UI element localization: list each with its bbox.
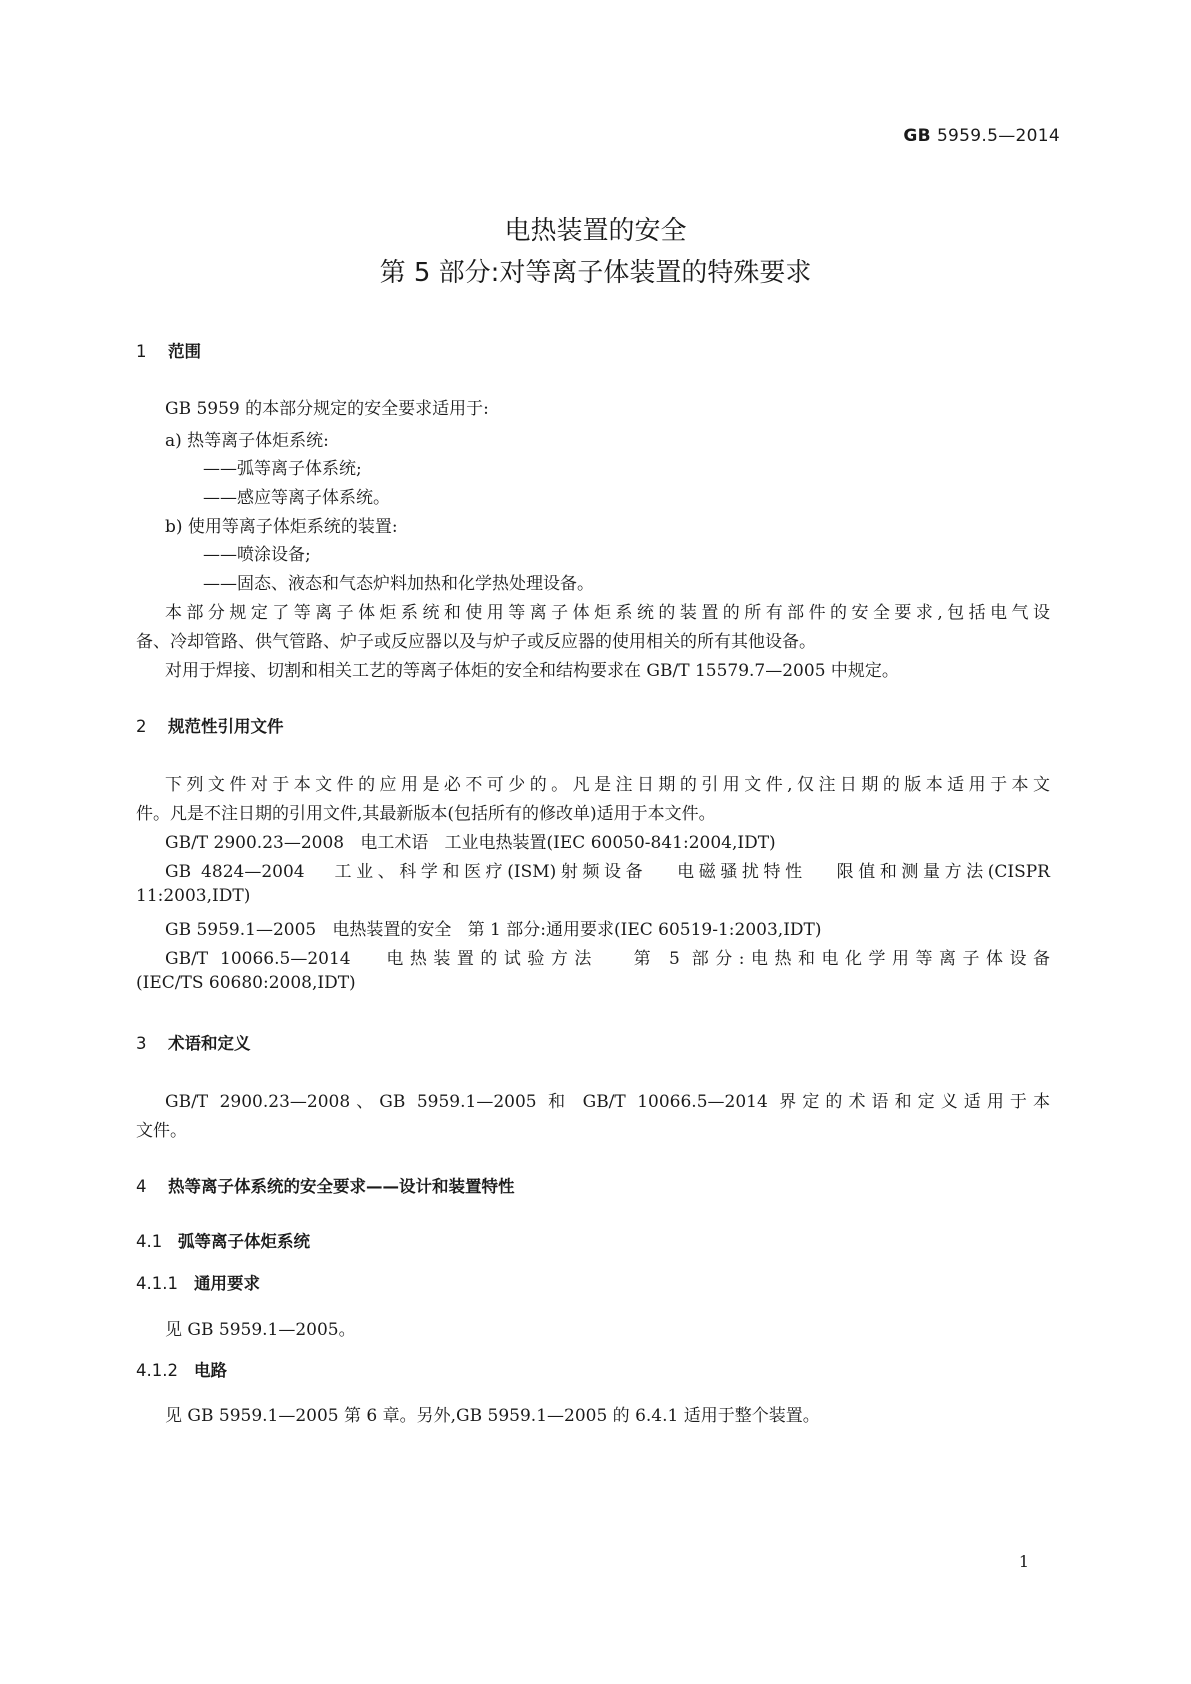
section-1-heading: 1 范围 [136, 342, 201, 361]
refs-intro-line2: 件。凡是不注日期的引用文件,其最新版本(包括所有的修改单)适用于本文件。 [136, 804, 716, 824]
section-4-1-1-heading: 4.1.1 通用要求 [136, 1274, 260, 1293]
terms-paragraph-line1: GB/T 2900.23—2008、GB 5959.1—2005 和 GB/T 10066.5—2014 界定的术语和定义适用于本 [165, 1092, 1050, 1112]
section-3-heading: 3 术语和定义 [136, 1034, 251, 1053]
document-title-line2: 第 5 部分:对等离子体装置的特殊要求 [379, 258, 812, 288]
section-2-heading: 2 规范性引用文件 [136, 717, 284, 736]
scope-paragraph-line2: 备、冷却管路、供气管路、炉子或反应器以及与炉子或反应器的使用相关的所有其他设备。 [136, 632, 816, 652]
list-item-a: a) 热等离子体炬系统: [165, 431, 329, 451]
reference-2-line2: 11:2003,IDT) [136, 886, 251, 906]
list-item-a-2: ——感应等离子体系统。 [203, 488, 390, 508]
terms-paragraph-line2: 文件。 [136, 1121, 187, 1141]
reference-3: GB 5959.1—2005 电热装置的安全 第 1 部分:通用要求(IEC 60519-1:2003,IDT) [165, 920, 822, 940]
section-4-1-1-text: 见 GB 5959.1—2005。 [165, 1320, 356, 1340]
reference-4-line1: GB/T 10066.5—2014 电热装置的试验方法 第 5 部分:电热和电化学用等离子体设备 [165, 949, 1050, 969]
section-4-heading: 4 热等离子体系统的安全要求——设计和装置特性 [136, 1177, 515, 1196]
refs-intro-line1: 下列文件对于本文件的应用是必不可少的。凡是注日期的引用文件,仅注日期的版本适用于本文 [165, 775, 1050, 795]
list-item-a-1: ——弧等离子体系统; [203, 459, 362, 479]
standard-code: GB 5959.5—2014 [903, 126, 1060, 146]
page-number: 1 [1018, 1552, 1029, 1571]
scope-intro: GB 5959 的本部分规定的安全要求适用于: [165, 399, 489, 419]
scope-paragraph-3: 对用于焊接、切割和相关工艺的等离子体炬的安全和结构要求在 GB/T 15579.7—2005 中规定。 [165, 661, 899, 681]
reference-1: GB/T 2900.23—2008 电工术语 工业电热装置(IEC 60050-841:2004,IDT) [165, 833, 776, 853]
section-4-1-2-text: 见 GB 5959.1—2005 第 6 章。另外,GB 5959.1—2005 的 6.4.1 适用于整个装置。 [165, 1406, 820, 1426]
list-item-b-2: ——固态、液态和气态炉料加热和化学热处理设备。 [203, 574, 594, 594]
list-item-b: b) 使用等离子体炬系统的装置: [165, 517, 398, 537]
reference-4-line2: (IEC/TS 60680:2008,IDT) [136, 973, 356, 993]
section-4-1-heading: 4.1 弧等离子体炬系统 [136, 1232, 310, 1251]
section-4-1-2-heading: 4.1.2 电路 [136, 1361, 227, 1380]
list-item-b-1: ——喷涂设备; [203, 545, 311, 565]
scope-paragraph-line1: 本部分规定了等离子体炬系统和使用等离子体炬系统的装置的所有部件的安全要求,包括电气设 [165, 603, 1050, 623]
reference-2-line1: GB 4824—2004 工业、科学和医疗(ISM)射频设备 电磁骚扰特性 限值和测量方法(CISPR [165, 862, 1050, 882]
document-title-line1: 电热装置的安全 [504, 216, 687, 246]
